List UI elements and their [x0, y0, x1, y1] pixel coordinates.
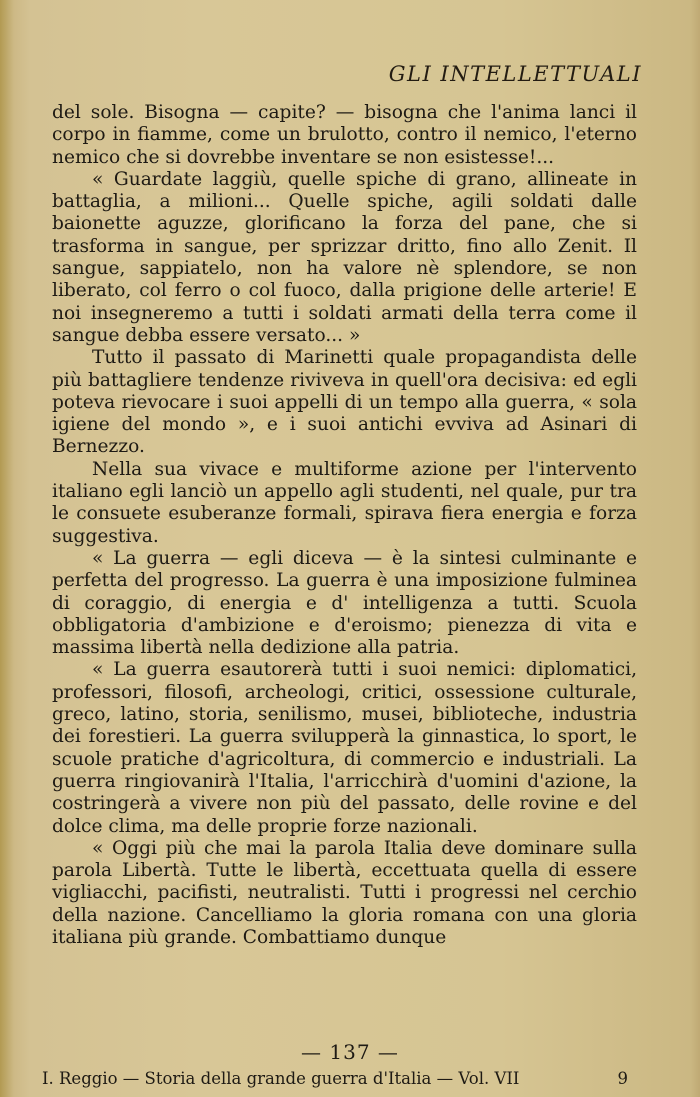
paragraph: « Oggi più che mai la parola Italia deve dominare sulla parola Libertà. Tutte le libertà, eccettuata quella di essere vigliacchi, pacifisti, neutralisti. Tutti i progressi nel cerchio della nazione. Cancelliamo la gloria romana con una gloria italiana più grande. Combattiamo dunque [52, 837, 637, 948]
body-text [52, 102, 637, 949]
paragraph: Tutto il passato di Marinetti quale propagandista delle più battagliere tendenze riviveva in quell'ora decisiva: ed egli poteva rievocare i suoi appelli di un tempo alla guerra, « sola igiene del mondo », e i suoi antichi evviva ad Asinari di Bernezzo. [52, 347, 637, 458]
paragraph: « La guerra esautorerà tutti i suoi nemici: diplomatici, professori, filosofi, archeologi, critici, ossessione culturale, greco, latino, storia, senilismo, musei, biblioteche, industria dei forestieri. La guerra svilupperà la ginnastica, lo sport, le scuole pratiche d'agricoltura, di commercio e industriali. La guerra ringiovanirà l'Italia, l'arricchirà d'uomini d'azione, la costringerà a vivere non più del passato, delle rovine e del dolce clima, ma delle proprie forze nazionali. [52, 659, 637, 837]
running-header: GLI INTELLETTUALI [388, 62, 642, 86]
signature-mark: 9 [617, 1069, 628, 1088]
paragraph: « Guardate laggiù, quelle spiche di grano, allineate in battaglia, a milioni... Quelle spiche, agili soldati dalle baionette aguzze, glorificano la forza del pane, che si trasforma in sangue, per sprizzar dritto, fino allo Zenit. Il sangue, sappiatelo, non ha valore nè splendore, se non liberato, col ferro o col fuoco, dalla prigione delle arterie! E noi insegneremo a tutti i soldati armati della terra come il sangue debba essere versato... » [52, 168, 637, 346]
paragraph: del sole. Bisogna — capite? — bisogna che l'anima lanci il corpo in fiamme, come un brulotto, contro il nemico, l'eterno nemico che si dovrebbe inventare se non esistesse!... [52, 102, 637, 168]
page-number: — 137 — [301, 1040, 399, 1064]
paragraph: « La guerra — egli diceva — è la sintesi culminante e perfetta del progresso. La guerra è una imposizione fulminea di coraggio, di energia e d' intelligenza a tutti. Scuola obbligatoria d'ambizione e d'eroismo; pienezza di vita e massima libertà nella dedizione alla patria. [52, 547, 637, 659]
footer-signature: I. Reggio — Storia della grande guerra d'Italia — Vol. VII [42, 1069, 520, 1088]
paragraph: Nella sua vivace e multiforme azione per l'intervento italiano egli lanciò un appello agli studenti, nel quale, pur tra le consuete esuberanze formali, spirava fiera energia e forza suggestiva. [52, 458, 637, 547]
